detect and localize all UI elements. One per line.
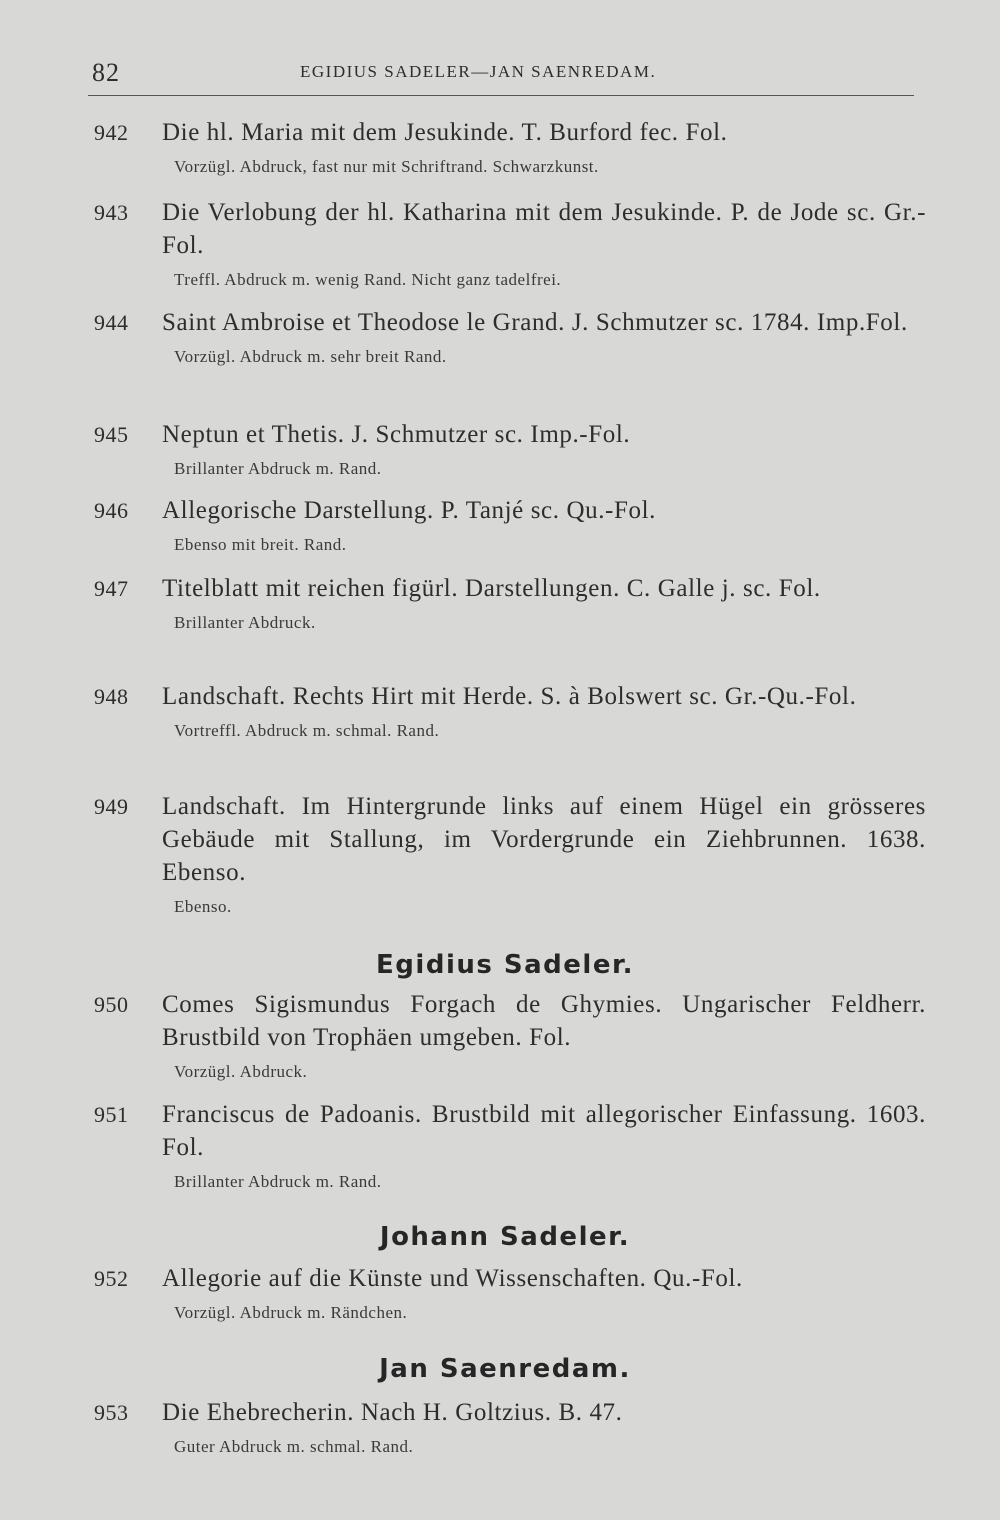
section-heading: Egidius Sadeler. — [376, 950, 634, 980]
header-rule — [88, 95, 914, 96]
catalog-entry — [94, 494, 926, 556]
entry-number: 949 — [94, 794, 129, 819]
entry-note: Vortreffl. Abdruck m. schmal. Rand. — [174, 721, 440, 740]
entry-title: Titelblatt mit reichen figürl. Darstellungen. C. Galle j. sc. Fol. — [162, 575, 821, 602]
entry-title: Die Verlobung der hl. Katharina mit dem Jesukinde. P. de Jode sc. Gr.-Fol. — [162, 199, 926, 259]
entry-note: Vorzügl. Abdruck m. Rändchen. — [174, 1303, 408, 1322]
entry-number: 951 — [94, 1102, 129, 1127]
entry-note: Brillanter Abdruck m. Rand. — [174, 459, 382, 478]
entry-title: Comes Sigismundus Forgach de Ghymies. Ungarischer Feldherr. Brustbild von Trophäen umgeben. Fol. — [162, 991, 926, 1051]
entry-number: 945 — [94, 422, 129, 447]
entry-note: Treffl. Abdruck m. wenig Rand. Nicht ganz tadelfrei. — [174, 270, 562, 289]
entry-title: Allegorische Darstellung. P. Tanjé sc. Qu.-Fol. — [162, 497, 656, 524]
entry-note: Brillanter Abdruck m. Rand. — [174, 1172, 382, 1191]
entry-number: 944 — [94, 310, 129, 335]
entry-note: Guter Abdruck m. schmal. Rand. — [174, 1437, 414, 1456]
catalog-entry — [94, 418, 926, 480]
entry-number: 948 — [94, 684, 129, 709]
entry-title: Landschaft. Rechts Hirt mit Herde. S. à Bolswert sc. Gr.-Qu.-Fol. — [162, 683, 857, 710]
entry-note: Ebenso mit breit. Rand. — [174, 535, 347, 554]
entry-number: 943 — [94, 200, 129, 225]
entry-note: Vorzügl. Abdruck m. sehr breit Rand. — [174, 347, 447, 366]
entry-title: Die hl. Maria mit dem Jesukinde. T. Burford fec. Fol. — [162, 119, 728, 146]
entry-title: Allegorie auf die Künste und Wissenschaften. Qu.-Fol. — [162, 1265, 743, 1292]
running-title: EGIDIUS SADELER—JAN SAENREDAM. — [300, 62, 657, 81]
entry-note: Vorzügl. Abdruck. — [174, 1062, 308, 1081]
catalog-entry — [94, 790, 926, 918]
section-heading: Jan Saenredam. — [379, 1354, 631, 1384]
catalog-entry — [94, 1262, 926, 1324]
entry-number: 942 — [94, 120, 129, 145]
catalog-entry — [94, 306, 926, 368]
entry-number: 950 — [94, 992, 129, 1017]
catalog-entry — [94, 196, 926, 291]
catalog-entry — [94, 116, 926, 178]
section-heading: Johann Sadeler. — [379, 1222, 631, 1252]
page-header — [92, 58, 914, 92]
entry-note: Brillanter Abdruck. — [174, 613, 316, 632]
entry-number: 947 — [94, 576, 129, 601]
entry-title: Landschaft. Im Hintergrunde links auf einem Hügel ein grösseres Gebäude mit Stallung, im Vordergrunde ein Ziehbrunnen. 1638. Ebenso. — [162, 793, 926, 886]
catalog-entry — [94, 988, 926, 1083]
entry-title: Saint Ambroise et Theodose le Grand. J. Schmutzer sc. 1784. Imp.Fol. — [162, 309, 908, 336]
entry-title: Neptun et Thetis. J. Schmutzer sc. Imp.-Fol. — [162, 421, 631, 448]
entry-note: Vorzügl. Abdruck, fast nur mit Schriftrand. Schwarzkunst. — [174, 157, 599, 176]
entry-title: Franciscus de Padoanis. Brustbild mit allegorischer Einfassung. 1603. Fol. — [162, 1101, 926, 1161]
catalog-entry — [94, 572, 926, 634]
page-number: 82 — [92, 58, 120, 87]
entry-number: 952 — [94, 1266, 129, 1291]
entry-note: Ebenso. — [174, 897, 232, 916]
entry-number: 946 — [94, 498, 129, 523]
catalog-entry — [94, 680, 926, 742]
catalog-entry — [94, 1098, 926, 1193]
entry-title: Die Ehebrecherin. Nach H. Goltzius. B. 47. — [162, 1399, 623, 1426]
catalog-entry — [94, 1396, 926, 1458]
entry-number: 953 — [94, 1400, 129, 1425]
